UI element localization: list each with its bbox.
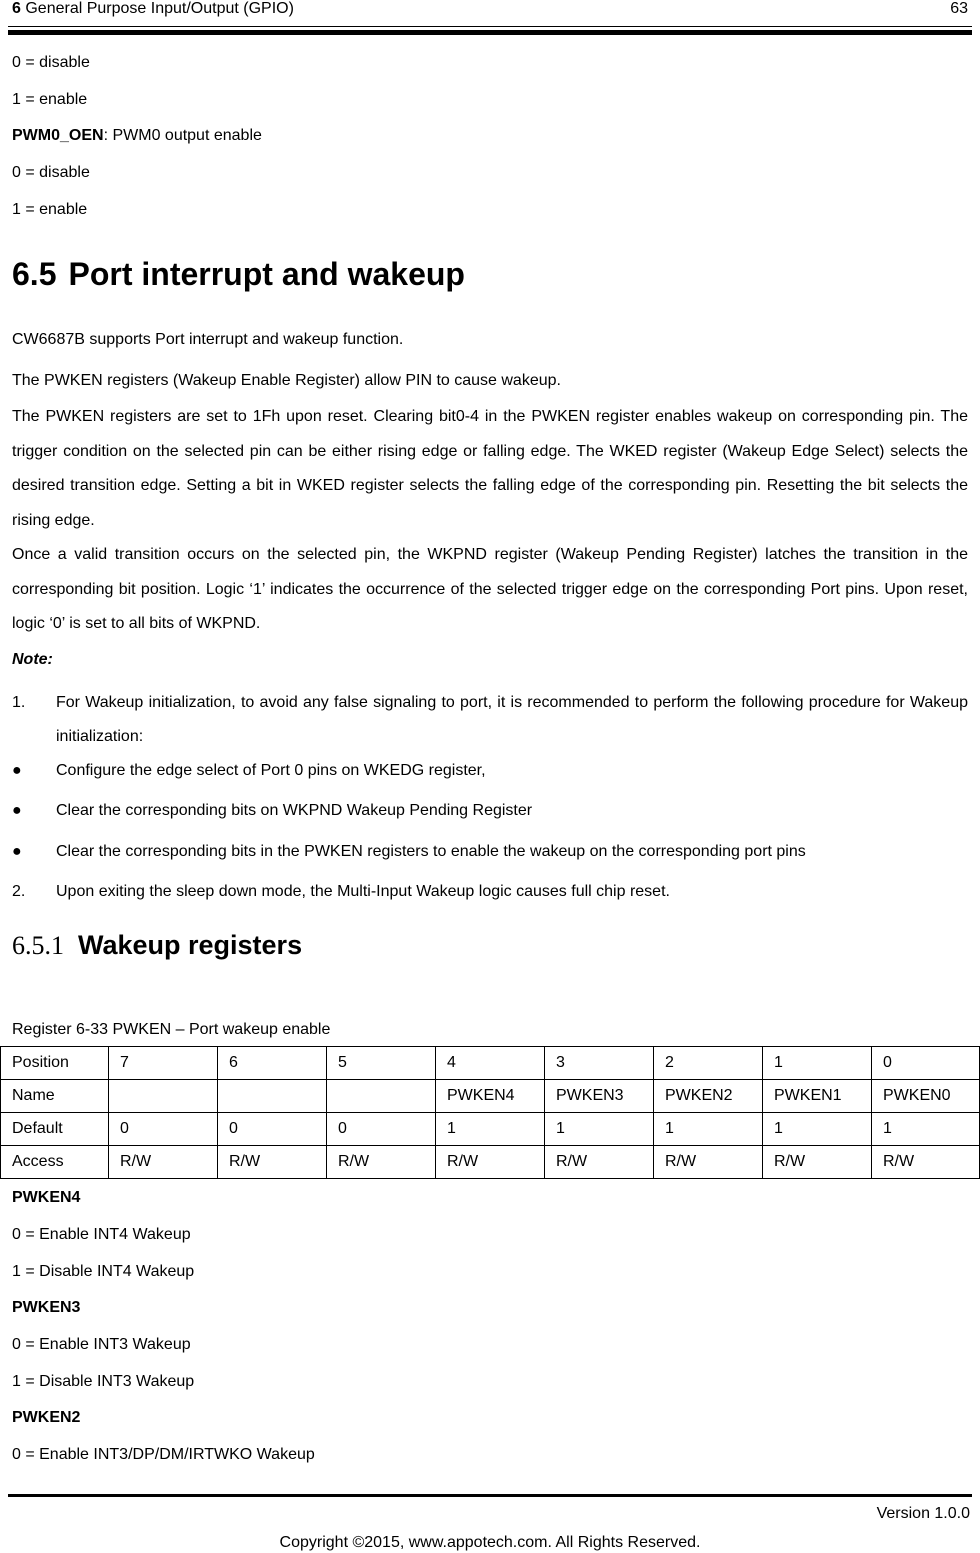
header-rule-thick bbox=[8, 30, 972, 35]
table-cell: 4 bbox=[436, 1047, 545, 1080]
section-number: 6.5 bbox=[12, 256, 57, 292]
table-cell: 5 bbox=[327, 1047, 436, 1080]
field-name: PWKEN4 bbox=[12, 1189, 81, 1206]
table-cell: 6 bbox=[218, 1047, 327, 1080]
text-line: 0 = disable bbox=[12, 164, 90, 181]
table-cell: Access bbox=[1, 1146, 109, 1179]
field-name: PWKEN2 bbox=[12, 1409, 81, 1426]
list-marker: 2. bbox=[12, 883, 26, 900]
table-row-name bbox=[1, 1080, 980, 1113]
section-title: Port interrupt and wakeup bbox=[68, 256, 465, 292]
table-cell bbox=[109, 1080, 218, 1113]
table-cell: 1 bbox=[872, 1113, 980, 1146]
paragraph: The PWKEN registers are set to 1Fh upon reset. Clearing bit0-4 in the PWKEN register enables wakeup on corresponding pin. The trigger condition on the selected pin can be either rising edge or falling edge. The WKED register (Wakeup Edge Select) selects the desired transition edge. Setting a bit in WKED register selects the falling edge of the corresponding pin. Resetting the bit selects the rising edge. bbox=[12, 408, 968, 529]
table-cell: R/W bbox=[327, 1146, 436, 1179]
version-label: Version 1.0.0 bbox=[876, 1505, 970, 1522]
table-cell: R/W bbox=[218, 1146, 327, 1179]
bullet-icon: ● bbox=[12, 762, 22, 779]
table-cell: 0 bbox=[872, 1047, 980, 1080]
table-cell: R/W bbox=[654, 1146, 763, 1179]
bullet-icon: ● bbox=[12, 843, 22, 860]
register-caption: Register 6-33 PWKEN – Port wakeup enable bbox=[12, 1021, 331, 1038]
list-text: Clear the corresponding bits on WKPND Wakeup Pending Register bbox=[56, 802, 533, 819]
table-cell: 1 bbox=[763, 1047, 872, 1080]
copyright-text: Copyright ©2015, www.appotech.com. All Rights Reserved. bbox=[279, 1534, 701, 1551]
text-line: 1 = enable bbox=[12, 201, 88, 218]
chapter-title-text: General Purpose Input/Output (GPIO) bbox=[25, 0, 294, 17]
table-cell: PWKEN0 bbox=[872, 1080, 980, 1113]
list-text: Upon exiting the sleep down mode, the Multi-Input Wakeup logic causes full chip reset. bbox=[56, 883, 670, 900]
chapter-title bbox=[12, 0, 294, 18]
field-value-desc: 0 = Enable INT3/DP/DM/IRTWKO Wakeup bbox=[12, 1446, 315, 1463]
table-cell: Position bbox=[1, 1047, 109, 1080]
table-cell: 0 bbox=[109, 1113, 218, 1146]
bullet-icon: ● bbox=[12, 802, 22, 819]
table-cell bbox=[218, 1080, 327, 1113]
header-rule-thin bbox=[8, 26, 972, 27]
list-marker: 1. bbox=[12, 694, 26, 711]
subsection-number: 6.5.1 bbox=[12, 931, 64, 960]
table-cell: 3 bbox=[545, 1047, 654, 1080]
field-value-desc: 0 = Enable INT4 Wakeup bbox=[12, 1226, 191, 1243]
table-cell: 1 bbox=[654, 1113, 763, 1146]
table-cell bbox=[327, 1080, 436, 1113]
paragraph: The PWKEN registers (Wakeup Enable Register) allow PIN to cause wakeup. bbox=[12, 372, 561, 389]
table-cell: 1 bbox=[763, 1113, 872, 1146]
table-cell: R/W bbox=[545, 1146, 654, 1179]
field-value-desc: 1 = Disable INT3 Wakeup bbox=[12, 1373, 195, 1390]
field-value-desc: 0 = Enable INT3 Wakeup bbox=[12, 1336, 191, 1353]
field-line bbox=[12, 123, 968, 149]
footer-rule bbox=[8, 1494, 972, 1497]
table-cell: 7 bbox=[109, 1047, 218, 1080]
subsection-heading bbox=[12, 930, 302, 961]
table-cell: PWKEN3 bbox=[545, 1080, 654, 1113]
table-cell: 2 bbox=[654, 1047, 763, 1080]
list-text: For Wakeup initialization, to avoid any false signaling to port, it is recommended to perform the following procedure for Wakeup initialization: bbox=[56, 694, 968, 745]
table-cell: PWKEN1 bbox=[763, 1080, 872, 1113]
register-table bbox=[0, 1046, 980, 1179]
table-cell: PWKEN2 bbox=[654, 1080, 763, 1113]
page-number: 63 bbox=[950, 0, 968, 17]
table-row-default bbox=[1, 1113, 980, 1146]
chapter-number: 6 bbox=[12, 0, 21, 17]
field-name: PWM0_OEN bbox=[12, 127, 104, 144]
table-row-position bbox=[1, 1047, 980, 1080]
note-label: Note: bbox=[12, 651, 53, 668]
paragraph: Once a valid transition occurs on the selected pin, the WKPND register (Wakeup Pending Register) latches the transition in the corresponding bit position. Logic ‘1’ indicates the occurrence of the selected trigger edge on the corresponding Port pins. Upon reset, logic ‘0’ is set to all bits of WKPND. bbox=[12, 546, 968, 632]
table-cell: PWKEN4 bbox=[436, 1080, 545, 1113]
table-cell: R/W bbox=[436, 1146, 545, 1179]
text-line: 1 = enable bbox=[12, 91, 88, 108]
list-text: Clear the corresponding bits in the PWKEN registers to enable the wakeup on the corresponding port pins bbox=[56, 843, 806, 860]
table-cell: 1 bbox=[545, 1113, 654, 1146]
table-cell: R/W bbox=[763, 1146, 872, 1179]
table-cell: 0 bbox=[218, 1113, 327, 1146]
field-value-desc: 1 = Disable INT4 Wakeup bbox=[12, 1263, 195, 1280]
text-line: 0 = disable bbox=[12, 54, 90, 71]
subsection-title: Wakeup registers bbox=[78, 930, 303, 960]
table-cell: Name bbox=[1, 1080, 109, 1113]
page-header bbox=[12, 0, 968, 22]
table-cell: 0 bbox=[327, 1113, 436, 1146]
section-heading bbox=[12, 256, 465, 293]
paragraph: CW6687B supports Port interrupt and wakeup function. bbox=[12, 331, 404, 348]
list-text: Configure the edge select of Port 0 pins on WKEDG register, bbox=[56, 762, 486, 779]
table-cell: R/W bbox=[872, 1146, 980, 1179]
table-cell: 1 bbox=[436, 1113, 545, 1146]
field-name: PWKEN3 bbox=[12, 1299, 81, 1316]
field-desc: : PWM0 output enable bbox=[103, 127, 262, 144]
table-row-access bbox=[1, 1146, 980, 1179]
table-cell: R/W bbox=[109, 1146, 218, 1179]
table-cell: Default bbox=[1, 1113, 109, 1146]
